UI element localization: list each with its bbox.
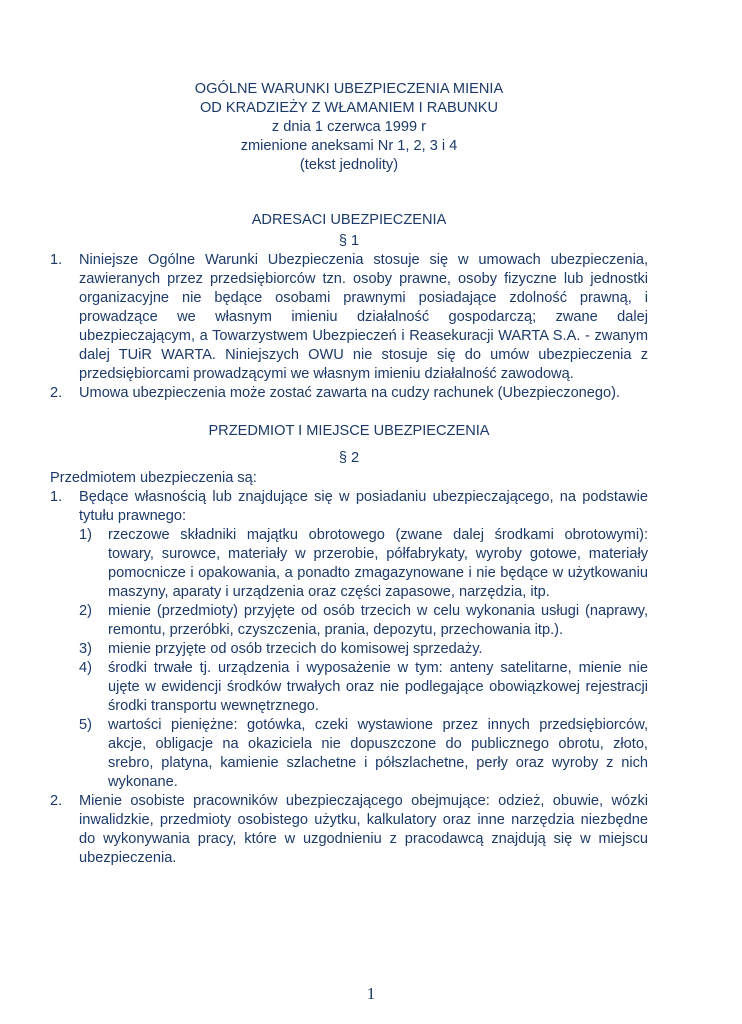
section2-list [50, 488, 648, 868]
consolidated-text-line: (tekst jednolity) [299, 157, 399, 173]
sublist [79, 526, 648, 792]
section2-intro: Przedmiotem ubezpieczenia są: [50, 470, 257, 486]
title-line-2: OD KRADZIEŻY Z WŁAMANIEM I RABUNKU [199, 100, 499, 116]
document-title [50, 80, 648, 175]
sublist-item-number: 4) [79, 660, 92, 676]
amendments-line: zmienione aneksami Nr 1, 2, 3 i 4 [240, 138, 458, 154]
list-item-number: 2. [50, 793, 63, 809]
sublist-item-text: mienie przyjęte od osób trzecich do komisowej sprzedaży. [108, 641, 483, 657]
list-item [50, 251, 648, 384]
list-item-number: 1. [50, 489, 63, 505]
sublist-item-number: 5) [79, 717, 92, 733]
date-line: z dnia 1 czerwca 1999 r [271, 119, 427, 135]
sublist-item [79, 659, 648, 716]
sublist-item [79, 526, 648, 602]
sublist-item-number: 3) [79, 641, 92, 657]
paragraph-mark-1: § 1 [338, 233, 360, 249]
sublist-item-text: wartości pieniężne: gotówka, czeki wystawione przez innych przedsiębiorców, akcje, obligacje na okaziciela nie dopuszczone do publicznego obrotu, złoto, srebro, platyna, kamienie szlachetne i półszlachetne, perły oraz wyroby z nich wykonane. [108, 717, 648, 790]
sublist-item-text: rzeczowe składniki majątku obrotowego (zwane dalej środkami obrotowymi): towary, surowce, materiały w przerobie, półfabrykaty, wyroby gotowe, materiały pomocnicze i opakowania, a ponadto zmagazynowane i nie będące w użytkowaniu maszyny, aparaty i urządzenia oraz części zapasowe, narzędzia, itp. [108, 527, 648, 600]
page-number: 1 [366, 984, 376, 1003]
section1-list [50, 251, 648, 403]
sublist-item-number: 1) [79, 527, 92, 543]
sublist-item [79, 602, 648, 640]
list-item [50, 384, 648, 403]
section-heading-subject: PRZEDMIOT I MIEJSCE UBEZPIECZENIA [208, 423, 490, 439]
sublist-item-text: mienie (przedmioty) przyjęte od osób trzecich w celu wykonania usługi (naprawy, remontu, przeróbki, czyszczenia, prania, depozytu, przechowania itp.). [108, 603, 648, 638]
title-line-1: OGÓLNE WARUNKI UBEZPIECZENIA MIENIA [194, 81, 504, 97]
section-heading-addressees: ADRESACI UBEZPIECZENIA [251, 212, 447, 228]
list-item-text: Umowa ubezpieczenia może zostać zawarta na cudzy rachunek (Ubezpieczonego). [79, 385, 621, 401]
list-item [50, 488, 648, 792]
document-page [50, 80, 648, 868]
list-item [50, 792, 648, 868]
list-item-text: Będące własnością lub znajdujące się w posiadaniu ubezpieczającego, na podstawie tytułu prawnego: [79, 489, 648, 524]
list-item-number: 2. [50, 385, 63, 401]
sublist-item-number: 2) [79, 603, 92, 619]
sublist-item-text: środki trwałe tj. urządzenia i wyposażenie w tym: anteny satelitarne, mienie nie ujęte w ewidencji środków trwałych oraz nie podlegające obowiązkowej rejestracji środki transportu wewnętrznego. [108, 660, 648, 714]
list-item-text: Niniejsze Ogólne Warunki Ubezpieczenia stosuje się w umowach ubezpieczenia, zawieranych przez przedsiębiorców tzn. osoby prawne, osoby fizyczne lub jednostki organizacyjne nie będące osobami prawnymi posiadające zdolność prawną, i prowadzące we własnym imieniu działalność gospodarczą; zwane dalej ubezpieczającym, a Towarzystwem Ubezpieczeń i Reasekuracji WARTA S.A. - zwanym dalej TUiR WARTA. Niniejszych OWU nie stosuje się do umów ubezpieczenia z przedsiębiorcami prowadzącymi we własnym imieniu działalność zawodową. [79, 252, 648, 382]
list-item-number: 1. [50, 252, 63, 268]
list-item-text: Mienie osobiste pracowników ubezpieczającego obejmujące: odzież, obuwie, wózki inwalidzkie, przedmioty osobistego użytku, kalkulatory oraz inne narzędzia niezbędne do wykonywania pracy, które w uzgodnieniu z pracodawcą znajdują się w miejscu ubezpieczenia. [79, 793, 648, 866]
paragraph-mark-2: § 2 [338, 450, 360, 466]
sublist-item [79, 640, 648, 659]
sublist-item [79, 716, 648, 792]
